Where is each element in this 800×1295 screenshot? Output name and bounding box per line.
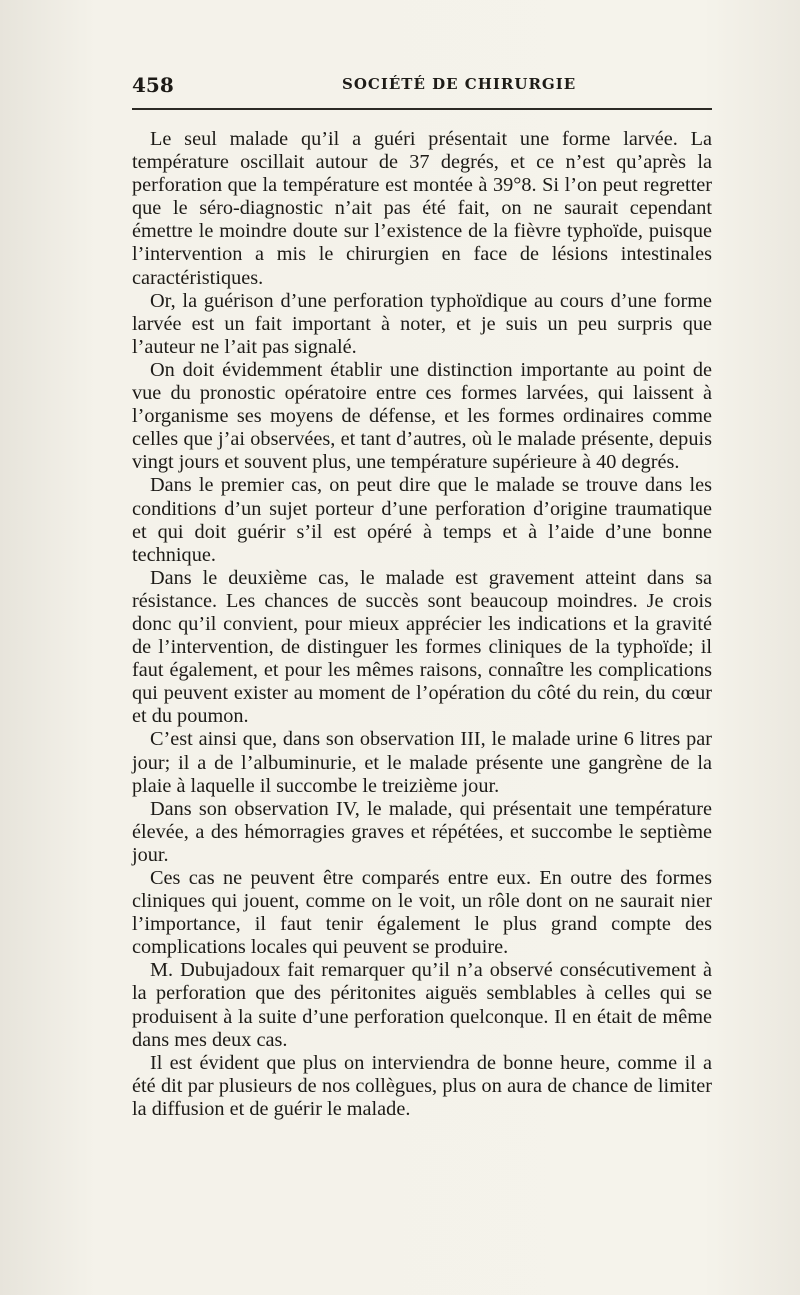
header-rule xyxy=(132,108,712,110)
paragraph-2: Or, la guérison d’une perforation typhoïdique au cours d’une forme larvée est un fait important à noter, et je suis un peu surpris que l’auteur ne l’ait pas signalé. xyxy=(132,289,712,358)
paragraph-1: Le seul malade qu’il a guéri présentait une forme larvée. La température oscillait autour de 37 degrés, et ce n’est qu’après la perforation que la température est montée à 39°8. Si l’on peut regretter que le séro-diagnostic n’ait pas été fait, on ne saurait cependant émettre le moindre doute sur l’existence de la fièvre typhoïde, puisque l’intervention a mis le chirurgien en face de lésions intestinales caractéristiques. xyxy=(132,128,712,289)
paragraph-7: Dans son observation IV, le malade, qui présentait une température élevée, a des hémorragies graves et répétées, et succombe le septième jour. xyxy=(132,797,712,866)
paragraph-4: Dans le premier cas, on peut dire que le malade se trouve dans les conditions d’un sujet porteur d’une perforation d’origine traumatique et qui doit guérir s’il est opéré à temps et à l’aide d’une bonne technique. xyxy=(132,474,712,566)
paragraph-3: On doit évidemment établir une distinction importante au point de vue du pronostic opératoire entre ces formes larvées, qui laissent à l’organisme ses moyens de défense, et les formes ordinaires comme celles que j’ai observées, et tant d’autres, où le malade présente, depuis vingt jours et souvent plus, une température supérieure à 40 degrés. xyxy=(132,358,712,474)
paragraph-9: M. Dubujadoux fait remarquer qu’il n’a observé consécutivement à la perforation que des péritonites aiguës semblables à celles qui se produisent à la suite d’une perforation quelconque. Il en était de même dans mes deux cas. xyxy=(132,959,712,1051)
paragraph-5: Dans le deuxième cas, le malade est gravement atteint dans sa résistance. Les chances de succès sont beaucoup moindres. Je crois donc qu’il convient, pour mieux apprécier les indications et la gravité de l’intervention, de distinguer les formes cliniques de la typhoïde; il faut également, et pour les mêmes raisons, connaître les complications qui peuvent exister au moment de l’opération du côté du rein, du cœur et du poumon. xyxy=(132,566,712,728)
paragraph-10: Il est évident que plus on interviendra de bonne heure, comme il a été dit par plusieurs de nos collègues, plus on aura de chance de limiter la diffusion et de guérir le malade. xyxy=(132,1051,712,1120)
paragraph-8: Ces cas ne peuvent être comparés entre eux. En outre des formes cliniques qui jouent, comme on le voit, un rôle dont on ne saurait nier l’importance, il faut tenir également le plus grand compte des complications locales qui peuvent se produire. xyxy=(132,867,712,959)
page-number: 458 xyxy=(132,73,174,97)
body-text xyxy=(132,128,712,1121)
running-head: SOCIÉTÉ DE CHIRURGIE xyxy=(342,75,577,93)
page-header xyxy=(132,73,712,97)
paragraph-6: C’est ainsi que, dans son observation III, le malade urine 6 litres par jour; il a de l’albuminurie, et le malade présente une gangrène de la plaie à laquelle il succombe le treizième jour. xyxy=(132,728,712,797)
